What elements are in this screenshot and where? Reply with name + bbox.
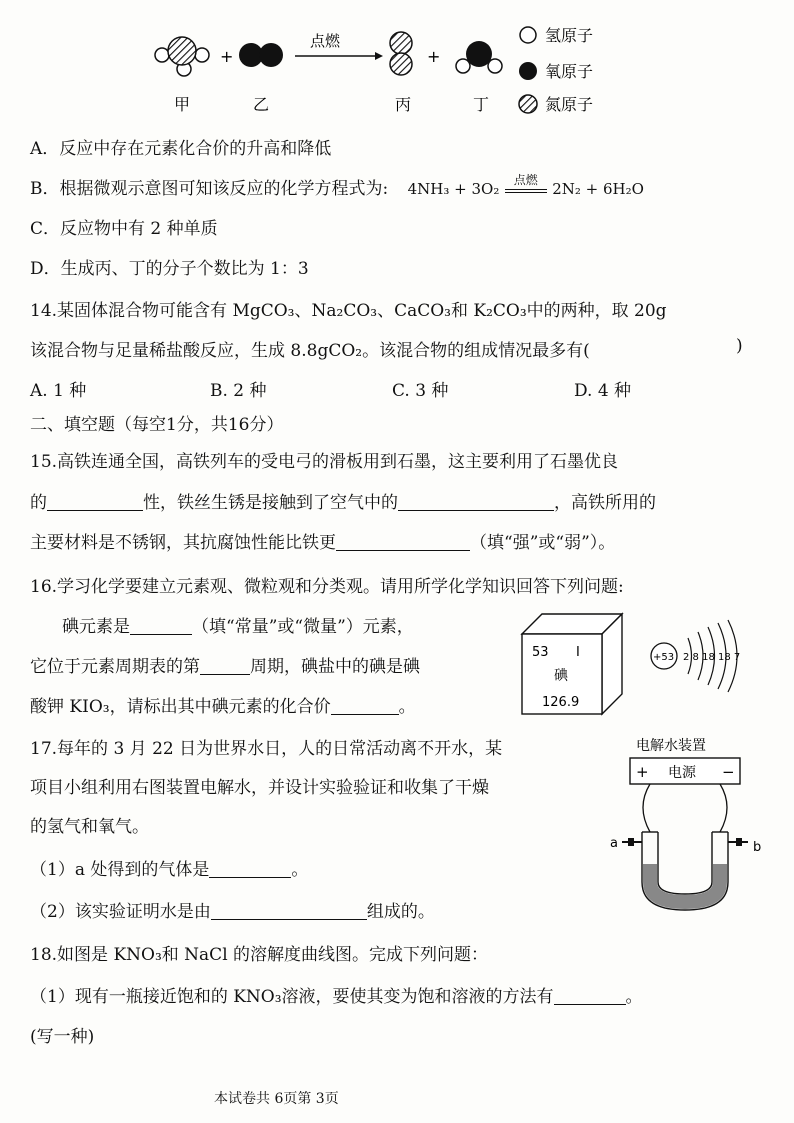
q16-text-f: 。 — [398, 697, 416, 717]
label-bing: 丙 — [395, 95, 412, 114]
plus-sign-2: + — [427, 47, 441, 66]
q14-line2: 该混合物与足量稀盐酸反应，生成 8.8gCO₂。该混合物的组成情况最多有( — [30, 341, 590, 361]
legend-nitrogen: 氮原子 — [545, 95, 594, 114]
answer-blank-6[interactable] — [331, 697, 399, 715]
answer-blank-1[interactable] — [47, 493, 143, 511]
q15-text-d: 主要材料是不锈钢，其抗腐蚀性能比铁更 — [30, 533, 336, 553]
q17-sub1 — [30, 855, 308, 880]
answer-blank-8[interactable] — [211, 902, 367, 920]
q15-text-c: ，高铁所用的 — [554, 493, 656, 513]
q17-sub2-text: （2）该实验证明水是由 — [30, 902, 211, 922]
molecule-jia — [155, 37, 209, 76]
legend-hydrogen: 氢原子 — [545, 26, 594, 45]
q16-line4 — [30, 692, 416, 717]
q16-text-b: （填“常量”或“微量”）元素， — [192, 617, 414, 637]
q16-line1: 16.学习化学要建立元素观、微粒观和分类观。请用所学化学知识回答下列问题: — [30, 577, 624, 597]
molecule-bing — [390, 32, 412, 75]
reaction-condition: 点燃 — [310, 32, 341, 50]
q13-option-b — [30, 174, 644, 199]
iodine-atom-structure — [648, 618, 748, 698]
q15-text-a: 的 — [30, 493, 47, 513]
label-yi: 乙 — [253, 95, 270, 114]
q15-line1: 15.高铁连通全国，高铁列车的受电弓的滑板用到石墨，这主要利用了石墨优良 — [30, 452, 619, 472]
hydrogen-legend-icon — [520, 27, 536, 43]
q14-option-a: A. 1 种 — [30, 381, 87, 401]
q16-text-c: 它位于元素周期表的第 — [30, 657, 200, 677]
answer-blank-3[interactable] — [336, 533, 470, 551]
q18-line1: 18.如图是 KNO₃和 NaCl 的溶解度曲线图。完成下列问题： — [30, 945, 489, 965]
q17-sub2 — [30, 897, 435, 922]
q17-sub1-end: 。 — [291, 860, 309, 880]
answer-blank-7[interactable] — [209, 860, 291, 878]
q18-note: (写一种) — [30, 1027, 95, 1047]
answer-blank-2[interactable] — [398, 493, 554, 511]
answer-blank-9[interactable] — [554, 987, 626, 1005]
q15-text-e: （填“强”或“弱”）。 — [470, 533, 616, 553]
q13-option-a: A．反应中存在元素化合价的升高和降低 — [30, 139, 332, 159]
nitrogen-legend-icon — [519, 95, 537, 113]
q15-text-b: 性，铁丝生锈是接触到了空气中的 — [143, 493, 398, 513]
electrolysis-device — [608, 732, 778, 922]
q15-line2 — [30, 488, 656, 513]
electron-shells: 2 8 18 18 7 — [683, 652, 741, 663]
equation-condition — [505, 172, 547, 193]
q14-option-d: D. 4 种 — [574, 381, 632, 401]
q14-option-c: C. 3 种 — [392, 381, 449, 401]
q17-line1: 17.每年的 3 月 22 日为世界水日，人的日常活动离不开水，某 — [30, 739, 503, 759]
element-name: 碘 — [554, 668, 568, 684]
q14-option-b: B. 2 种 — [210, 381, 267, 401]
power-plus: + — [636, 763, 649, 781]
oxygen-legend-icon — [519, 62, 537, 80]
equation-left: 4NH₃ + 3O₂ — [407, 180, 500, 198]
power-minus: − — [722, 763, 735, 781]
q17-line2: 项目小组利用右图装置电解水，并设计实验验证和收集了干燥 — [30, 778, 489, 798]
q13-option-d: D．生成丙、丁的分子个数比为 1：3 — [30, 259, 309, 279]
label-jia: 甲 — [174, 95, 191, 114]
reaction-diagram — [150, 18, 620, 118]
q16-text-d: 周期，碘盐中的碘是碘 — [250, 657, 420, 677]
answer-blank-5[interactable] — [200, 657, 250, 675]
q13-option-b-text: B．根据微观示意图可知该反应的化学方程式为: — [30, 179, 389, 199]
q18-sub1-text: （1）现有一瓶接近饱和的 KNO₃溶液，要使其变为饱和溶液的方法有 — [30, 987, 554, 1007]
outlet-a: a — [610, 836, 618, 851]
device-title: 电解水装置 — [636, 738, 706, 754]
q17-sub1-text: （1）a 处得到的气体是 — [30, 860, 210, 880]
molecule-ding — [456, 41, 502, 73]
q16-line3 — [30, 652, 420, 677]
answer-blank-4[interactable] — [130, 617, 192, 635]
q15-line3 — [30, 528, 615, 553]
element-symbol: I — [576, 645, 580, 660]
equation-condition-label: 点燃 — [513, 172, 538, 187]
atomic-number: 53 — [532, 645, 549, 660]
periodic-cell-iodine — [518, 608, 628, 720]
power-label: 电源 — [668, 765, 696, 781]
q18-sub1-end: 。 — [625, 987, 643, 1007]
section-title: 二、填空题（每空1分，共16分） — [30, 415, 284, 435]
q14-line1: 14.某固体混合物可能含有 MgCO₃、Na₂CO₃、CaCO₃和 K₂CO₃中的两种，取 20g — [30, 301, 667, 321]
q14-paren-close: ) — [736, 336, 743, 356]
outlet-b: b — [753, 840, 762, 855]
equation-right: 2N₂ + 6H₂O — [552, 180, 644, 198]
q16-line2 — [62, 612, 414, 637]
page-footer: 本试卷共 6页第 3页 — [214, 1091, 339, 1107]
q16-text-a: 碘元素是 — [62, 617, 130, 637]
legend-oxygen: 氧原子 — [545, 62, 594, 81]
q17-sub2-end: 组成的。 — [366, 902, 435, 922]
legend — [519, 26, 593, 114]
nucleus-charge: +53 — [653, 652, 675, 663]
label-ding: 丁 — [473, 95, 490, 114]
molecule-yi — [239, 43, 283, 67]
q17-line3: 的氢气和氧气。 — [30, 817, 149, 837]
atomic-mass: 126.9 — [542, 695, 580, 710]
q16-text-e: 酸钾 KIO₃，请标出其中碘元素的化合价 — [30, 697, 331, 717]
plus-sign-1: + — [220, 47, 234, 66]
q18-sub1 — [30, 982, 643, 1007]
q13-option-c: C．反应物中有 2 种单质 — [30, 219, 218, 239]
